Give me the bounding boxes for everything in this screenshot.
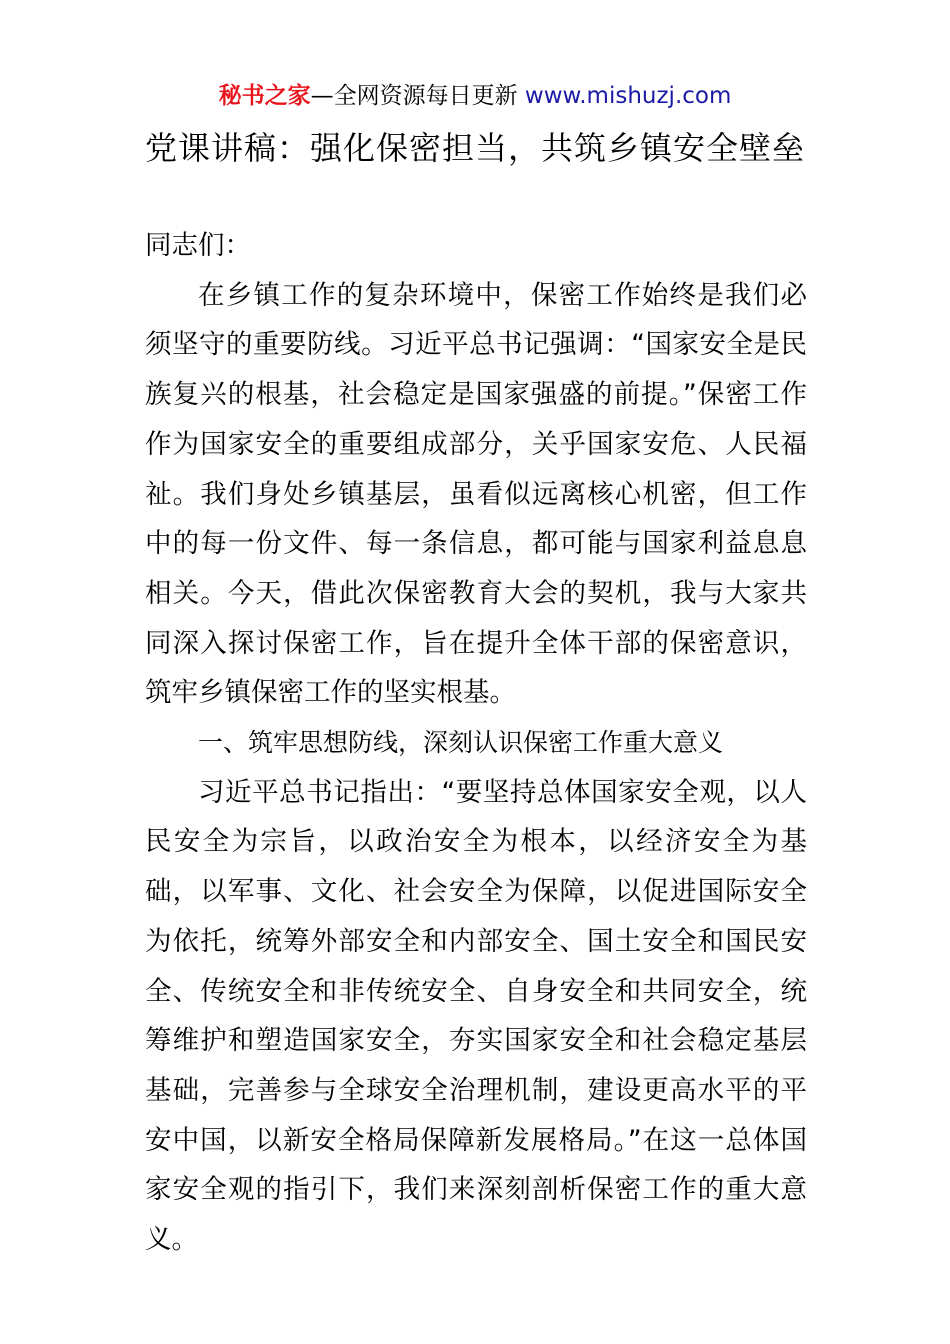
salutation: 同志们： [145,230,251,261]
site-url-link[interactable]: www.mishuzj.com [524,83,732,109]
document-title: 党课讲稿：强化保密担当，共筑乡镇安全壁垒 [144,129,805,167]
section-heading: 一、筑牢思想防线，深刻认识保密工作重大意义 [198,728,724,758]
site-name: 秘书之家 [218,83,311,109]
body-paragraph: 在乡镇工作的复杂环境中，保密工作始终是我们必须坚守的重要防线。习近平总书记强调：“国家安全是民族复兴的根基，社会稳定是国家强盛的前提。”保密工作作为国家安全的重要组成部分，关乎国家安危、人民福祉。我们身处乡镇基层，虽看似远离核心机密，但工作中的每一份文件、每一条信息，都可能与国家利益息息相关。今天，借此次保密教育大会的契机，我与大家共同深入探讨保密工作，旨在提升全体干部的保密意识，筑牢乡镇保密工作的坚实根基。 [145,279,807,709]
site-header [0,80,950,112]
site-tagline: —全网资源每日更新 [310,83,525,109]
body-paragraph: 习近平总书记指出：“要坚持总体国家安全观，以人民安全为宗旨，以政治安全为根本，以经济安全为基础，以军事、文化、社会安全为保障，以促进国际安全为依托，统筹外部安全和内部安全、国土安全和国民安全、传统安全和非传统安全、自身安全和共同安全，统筹维护和塑造国家安全，夯实国家安全和社会稳定基层基础，完善参与全球安全治理机制，建设更高水平的平安中国，以新安全格局保障新发展格局。”在这一总体国家安全观的指引下，我们来深刻剖析保密工作的重大意义。 [145,776,807,1256]
document-body [145,221,807,1265]
